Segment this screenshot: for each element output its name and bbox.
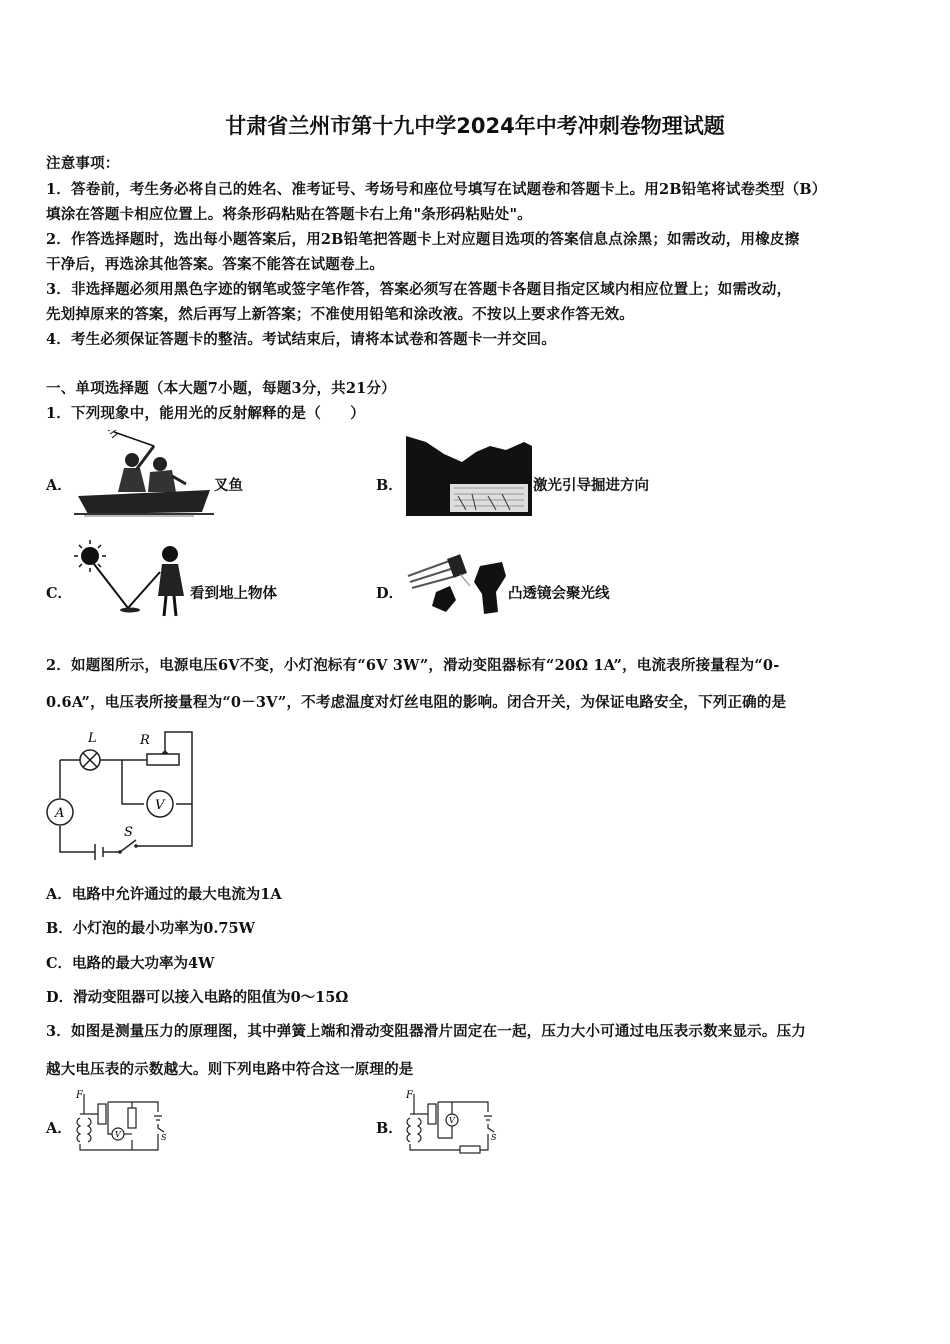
rheostat-symbol [147,754,179,765]
tunnel-laser-image [406,436,532,516]
q1-option-b-letter: B． [376,477,403,494]
q1-option-b-text: 激光引导掘进方向 [533,477,649,494]
q3b-voltmeter-label: V [449,1116,455,1125]
q3b-switch-label: S [491,1133,497,1142]
notice-line: 先划掉原来的答案，然后再写上新答案；不准使用铅笔和涂改液。不按以上要求作答无效。 [46,306,634,323]
voltmeter-label: V [155,798,165,813]
q3-option-b-letter: B． [376,1120,403,1137]
rheostat-label: R [140,733,150,748]
notice-line: 4．考生必须保证答题卡的整洁。考试结束后，请将本试卷和答题卡一并交回。 [46,331,557,348]
switch-symbol [120,840,136,852]
q2-option-a: A．电路中允许通过的最大电流为1A [46,886,282,903]
section-heading: 一、单项选择题（本大题7小题，每题3分，共21分） [46,380,396,397]
notice-line: 干净后，再选涂其他答案。答案不能答在试题卷上。 [46,256,385,273]
lamp-label: L [88,731,97,746]
notice-line: 2．作答选择题时，选出每小题答案后，用2B铅笔把答题卡上对应题目选项的答案信息点涂黑；如需改动，用橡皮擦 [46,231,800,248]
q3-circuit-b [404,1088,500,1154]
q1-option-d-text: 凸透镜会聚光线 [508,585,610,602]
q3-circuit-a [74,1088,170,1154]
q3a-voltmeter-label: V [115,1130,121,1139]
q1-option-a-text: 叉鱼 [214,477,243,494]
switch-label: S [124,825,133,840]
q3-stem-line2: 越大电压表的示数越大。则下列电路中符合这一原理的是 [46,1061,414,1078]
q2-stem-line2: 0.6A”，电压表所接量程为“0－3V”，不考虑温度对灯丝电阻的影响。闭合开关，为保证电路安全，下列正确的是 [46,694,787,711]
q1-stem: 1．下列现象中，能用光的反射解释的是（ ） [46,405,365,422]
q1-option-a-letter: A． [46,477,72,494]
q3b-force-label: F [406,1090,413,1101]
q3a-switch-label: S [161,1133,167,1142]
q3a-force-label: F [76,1090,83,1101]
sun-girl-reflection-image [74,538,192,620]
q1-option-d-letter: D． [376,585,404,602]
fishing-boat-image [74,430,214,518]
q1-option-c-text: 看到地上物体 [190,585,277,602]
notice-line: 1．答卷前，考生务必将自己的姓名、准考证号、考场号和座位号填写在试题卷和答题卡上。用2B铅笔将试卷类型（B） [46,181,827,198]
battery-symbol [95,844,103,860]
q3-stem-line1: 3．如图是测量压力的原理图，其中弹簧上端和滑动变阻器滑片固定在一起，压力大小可通过电压表示数来显示。压力 [46,1023,806,1040]
notice-heading: 注意事项： [46,155,120,172]
q1-option-c-letter: C． [46,585,73,602]
q2-stem-line1: 2．如题图所示，电源电压6V不变，小灯泡标有“6V 3W”，滑动变阻器标有“20Ω 1A”，电流表所接量程为“0- [46,657,780,674]
convex-lens-image [406,546,510,618]
q2-option-b: B．小灯泡的最小功率为0.75W [46,920,255,937]
page-title: 甘肃省兰州市第十九中学2024年中考冲刺卷物理试题 [225,114,725,138]
q2-option-d: D．滑动变阻器可以接入电路的阻值为0～15Ω [46,989,349,1006]
q2-circuit-diagram [40,726,202,860]
ammeter-label: A [55,806,65,821]
notice-line: 填涂在答题卡相应位置上。将条形码粘贴在答题卡右上角"条形码粘贴处"。 [46,206,532,223]
notice-line: 3．非选择题必须用黑色字迹的钢笔或签字笔作答，答案必须写在答题卡各题目指定区域内相应位置上；如需改动， [46,281,792,298]
q3-option-a-letter: A． [46,1120,72,1137]
q2-option-c: C．电路的最大功率为4W [46,955,215,972]
